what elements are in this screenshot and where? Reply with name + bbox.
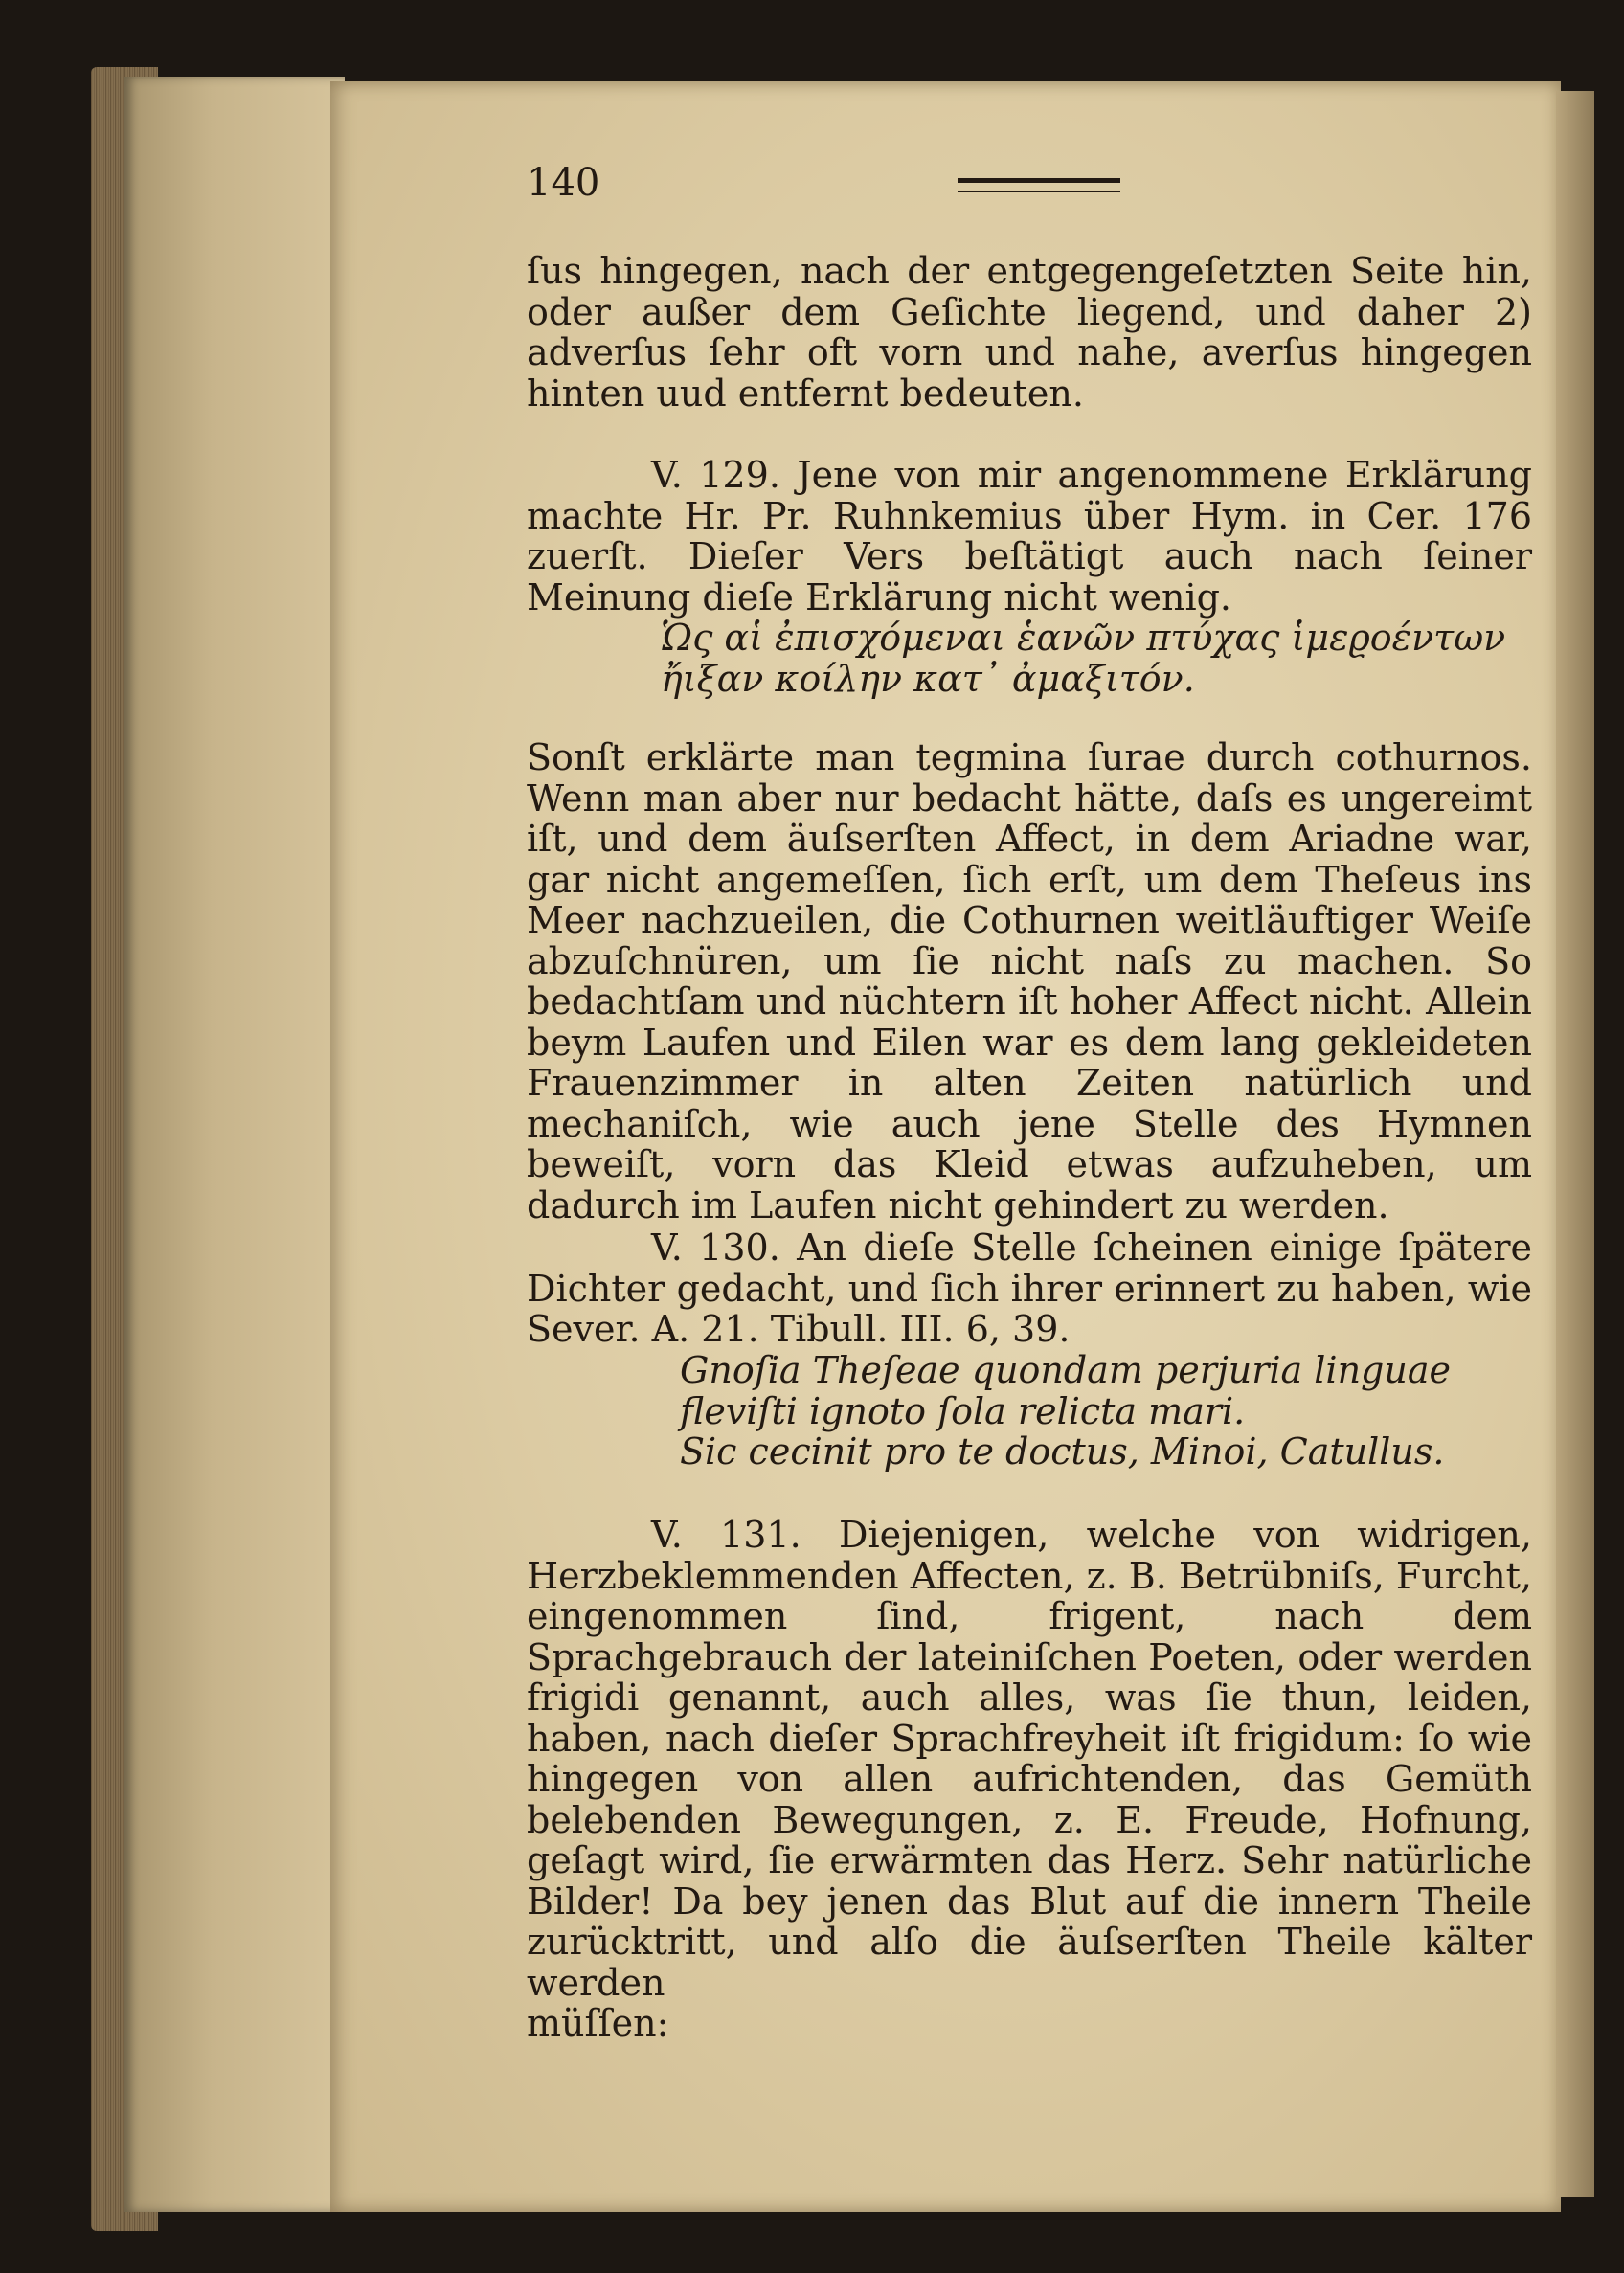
paragraph-4-text: V. 130. An dieſe Stelle ſcheinen einige ſpätere Dichter gedacht, und ſich ihrer erinnert zu haben, wie Sever. A. 21. Tibull. III. 6, 39. <box>527 1227 1532 1350</box>
greek-line-1: Ὡς αἱ ἐπισχόμεναι ἑανῶν πτύχας ἱμεϱοέντων <box>661 617 1506 659</box>
page-number: 140 <box>527 161 600 205</box>
facing-page-edge <box>1556 91 1594 2197</box>
paragraph-1-text: ſus hingegen, nach der entgegengeſetzten Seite hin, oder außer dem Geſichte liegend, und daher 2) adverſus ſehr oft vorn und nahe, averſus hingegen hinten uud entfernt bedeuten. <box>527 250 1532 415</box>
verse-line-1: Gnoſia Theſeae quondam perjuria linguae <box>680 1349 1451 1391</box>
paragraph-5 <box>527 1515 1532 2044</box>
page-header <box>527 161 1532 209</box>
greek-quotation <box>527 618 1624 699</box>
greek-line-2: ἤιξαν κοίλην κατ᾽ ἀμαξιτόν. <box>661 657 1195 700</box>
paragraph-2-text: V. 129. Jene von mir angenommene Erklärung machte Hr. Pr. Ruhnkemius über Hym. in Cer. 176 zuerſt. Dieſer Vers beſtätigt auch nach ſeiner Meinung dieſe Erklärung nicht wenig. <box>527 454 1532 619</box>
paragraph-3 <box>527 737 1532 1226</box>
paragraph-3-text: Sonſt erklärte man tegmina ſurae durch cothurnos. Wenn man aber nur bedacht hätte, daſs es ungereimt iſt, und dem äuſserſten Affect, in dem Ariadne war, gar nicht angemeſſen, ſich erſt, um dem Theſeus ins Meer nachzueilen, die Cothurnen weitläuftiger Weiſe abzuſchnüren, um ſie nicht naſs zu machen. So bedachtſam und nüchtern iſt hoher Affect nicht. Allein beym Laufen und Eilen war es dem lang gekleideten Frauenzimmer in alten Zeiten natürlich und mechaniſch, wie auch jene Stelle des Hymnen beweiſt, vorn das Kleid etwas aufzuheben, um dadurch im Laufen nicht gehindert zu werden. <box>527 736 1532 1227</box>
paragraph-5-text: V. 131. Diejenigen, welche von widrigen, Herzbeklemmenden Affecten, z. B. Betrübniſs, Furcht, eingenommen ſind, frigent, nach dem Sprachgebrauch der lateiniſchen Poeten, oder werden frigidi genannt, auch alles, was ſie thun, leiden, haben, nach dieſer Sprachfreyheit iſt frigidum: ſo wie hingegen von allen aufrichtenden, das Gemüth belebenden Bewegungen, z. E. Freude, Hofnung, geſagt wird, ſie erwärmten das Herz. Sehr natürliche Bilder! Da bey jenen das Blut auf die innern Theile zurücktritt, und alſo die äuſserſten Theile kälter werden <box>527 1514 1532 2004</box>
paragraph-4 <box>527 1227 1532 1350</box>
verse-line-2: fleviſti ignoto ſola relicta mari. <box>680 1389 1246 1432</box>
catchword: müſſen: <box>527 2002 669 2044</box>
header-rule <box>958 178 1120 192</box>
paragraph-1 <box>527 251 1532 414</box>
latin-verse <box>527 1350 1624 1473</box>
page-stack <box>124 77 345 2212</box>
verse-line-3: Sic cecinit pro te doctus, Minoi, Catullus. <box>680 1430 1445 1473</box>
paragraph-2 <box>527 455 1532 618</box>
